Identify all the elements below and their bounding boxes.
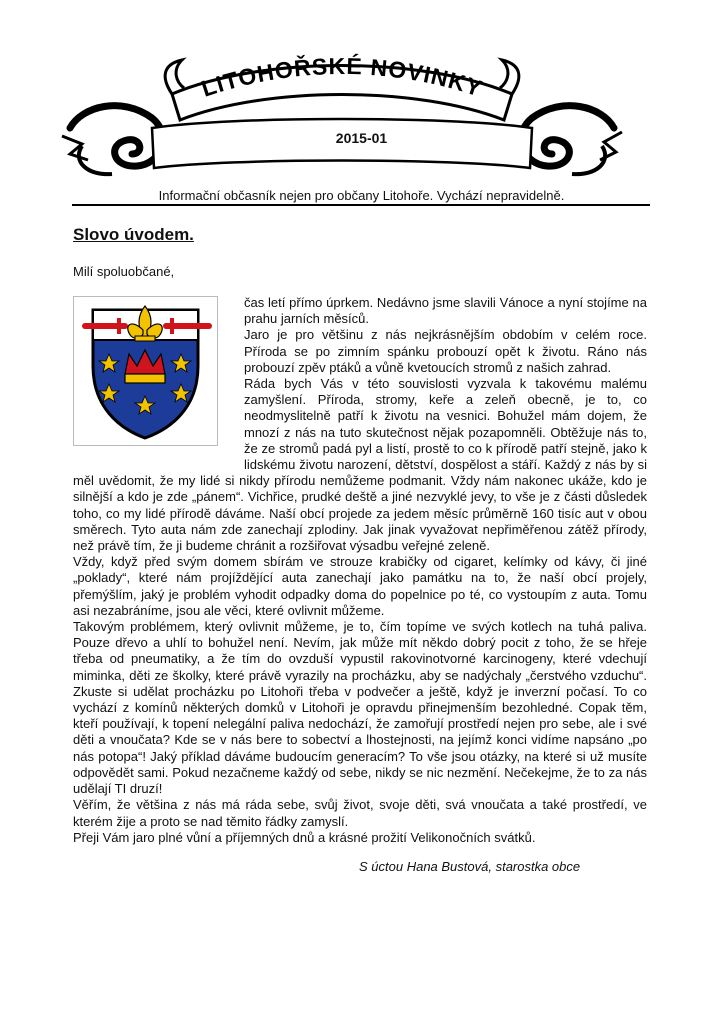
issue-number: 2015-01 (335, 130, 388, 146)
masthead-tagline: Informační občasník nejen pro občany Litohoře. Vychází nepravidelně. (158, 188, 565, 203)
article-body (73, 295, 647, 846)
header-divider (72, 204, 650, 206)
article-paragraph: Jaro je pro většinu z nás nejkrásnějším obdobím v celém roce. Příroda se po zimním spánku probouzí opět k životu. Ráno nás probouzí zpěv ptáků a vůně kvetoucích stromů z našich zahrad. (244, 327, 647, 375)
article-paragraph: Přeji Vám jaro plné vůní a příjemných dnů a krásné prožití Velikonočních svátků. (73, 829, 536, 845)
article-paragraph: Ráda bych Vás v této souvislosti vyzvala k takovému malému zamyšlení. Příroda, stromy, keře a zeleň obecně, je to, co neodmyslitelně patří k životu na vesnici. Bohužel mám dojem, že mnozí z nás na tuto skutečnost nějak pozapomněli. Obtěžuje nás to, že ze stromů padá pyl a listí, prostě to co k přírodě patří stejně, jako k lidskému životu narození, dětství, dospělost a stáří. Každý z nás by si měl uvědomit, že my lidé si nikdy přírodu nemůžeme podmanit. Vždy nám nakonec ukáže, kdo je silnější a kdo je zde „pánem“. Vichřice, prudké deště a jiné nezvyklé jevy, to vše je z části důsledek toho, co my lidé přírodě dáváme. Naší obcí projede za jedem měsíc průměrně 160 tisíc aut v obou směrech. Tyto auta nám zde zanechají zplodiny. Jak jinak vyvažovat nepřiměřenou zátěž přírody, než právě tím, že ji budeme chránit a rozšiřovat výsadbu veřejné zeleně. (73, 376, 647, 554)
article-heading: Slovo úvodem. (73, 225, 194, 244)
article-paragraph: Vždy, když před svým domem sbírám ve strouze krabičky od cigaret, kelímky od kávy, či jiné „poklady“, které nám projíždějící auta zanechají jako památku na to, že naší obcí projely, přemýšlím, jaký je problém vyhodit odpadky doma do popelnice po té, co vystoupím z auta. Tomu asi nezabráníme, jsou ale věci, které ovlivnit můžeme. (73, 554, 647, 618)
article-paragraph: Takovým problémem, který ovlivnit můžeme, je to, čím topíme ve svých kotlech na tuhá paliva. Pouze dřevo a uhlí to bohužel není. Nevím, jak může mít někdo dobrý pocit z toho, že se hřeje třeba od pneumatiky, a že tím do ovzduší vypustil rakovinotvorné karcinogeny, které vdechují miminka, děti ze školky, které právě vyrazily na procházku, aby se nadýchaly „čerstvého vzduchu“. Zkuste si udělat procházku po Litohoři třeba v podvečer a ještě, když je inverzní počasí. To co vychází z komínů některých domků v Litohoři je opravdu přinejmenším bezohledné. Copak těm, kteří používají, k topení nelegální paliva nedochází, že zamořují prostředí nejen pro sebe, ale i své děti a vnoučata? Kde se v nás bere to sobectví a lhostejnosti, na jejímž konci vidíme napsáno „po nás potopa“! Jaký příklad dáváme budoucím generacím? To vše jsou otázky, na které si už musíte odpovědět sami. Pokud nezačneme každý od sebe, nikdy se nic nezmění. Nečekejme, že to za nás udělají TI druzí! (73, 619, 647, 797)
signature: S úctou Hana Bustová, starostka obce (359, 859, 581, 874)
crest-spacer (73, 295, 244, 463)
masthead-banner (52, 36, 632, 206)
article-paragraph: Věřím, že většina z nás má ráda sebe, svůj život, svoje děti, svá vnoučata a také prostředí, ve kterém žije a proto se nad těmito řádky zamyslí. (73, 797, 647, 829)
article-paragraph: čas letí přímo úprkem. Nedávno jsme slavili Vánoce a nyní stojíme na prahu jarních měsíců. (244, 295, 647, 327)
masthead-title: LITOHOŘSKÉ NOVINKY (198, 52, 486, 102)
article-greeting: Milí spoluobčané, (73, 264, 175, 279)
